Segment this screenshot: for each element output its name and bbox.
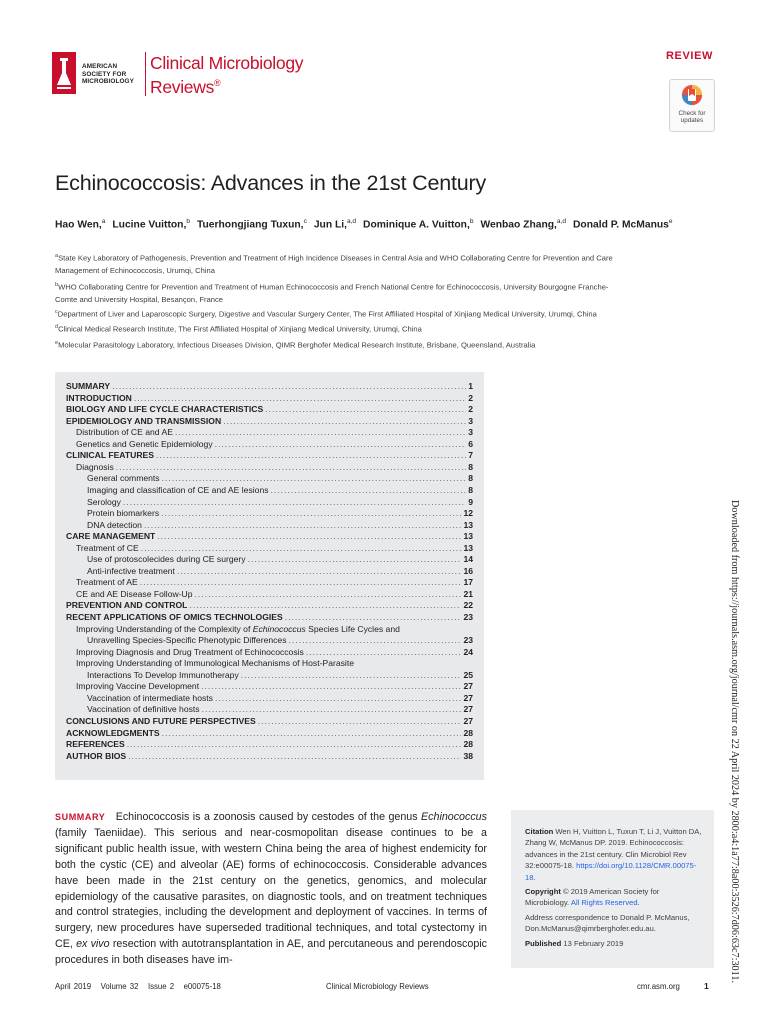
author-affiliation-marker: a,d [347,218,357,225]
toc-entry[interactable]: Imaging and classification of CE and AE lesions ..... 8 [87,485,473,496]
toc-entry[interactable]: Anti-infective treatment ..... 16 [87,566,473,577]
author-name: Jun Li, [313,219,347,231]
toc-entry[interactable]: Improving Diagnosis and Drug Treatment of Echinococcosis ..... 24 [76,647,473,658]
toc-entry[interactable]: BIOLOGY AND LIFE CYCLE CHARACTERISTICS ..... 2 [66,404,473,415]
author-name: Hao Wen, [55,219,102,231]
author-name: Lucine Vuitton, [112,219,187,231]
asm-logo-icon [52,52,76,94]
download-note: Downloaded from https://journals.asm.org/journal/cmr on 22 April 2024 by 2800:a4:1a77:8a00:3526:7d06:63c7:3011. [729,500,740,983]
toc-entry[interactable]: Treatment of AE ..... 17 [76,577,473,588]
toc-entry[interactable]: PREVENTION AND CONTROL ..... 22 [66,600,473,611]
check-for-updates-label: Check for updates [678,110,706,125]
toc-entry[interactable]: Serology ..... 9 [87,497,473,508]
toc-entry[interactable]: Improving Understanding of the Complexity of Echinococcus Species Life Cycles and [76,623,400,634]
correspondence: Address correspondence to Donald P. McManus, Don.McManus@qimrberghofer.edu.au. [525,912,690,934]
toc-entry[interactable]: General comments ..... 8 [87,473,473,484]
footer-journal-name: Clinical Microbiology Reviews [326,982,429,991]
toc-entry[interactable]: Distribution of CE and AE ..... 3 [76,427,473,438]
toc-entry[interactable]: AUTHOR BIOS ..... 38 [66,751,473,762]
toc-entry[interactable]: EPIDEMIOLOGY AND TRANSMISSION ..... 3 [66,416,473,427]
toc-entry[interactable]: Protein biomarkers ..... 12 [87,508,473,519]
author-name: Wenbao Zhang, [480,219,557,231]
toc-entry[interactable]: Use of protoscolecides during CE surgery ..... 14 [87,554,473,565]
toc-entry[interactable]: INTRODUCTION ..... 2 [66,393,473,404]
crossmark-icon [681,84,703,106]
toc-entry[interactable]: Vaccination of definitive hosts ..... 27 [87,704,473,715]
author-list [55,218,673,230]
toc-entry[interactable]: Diagnosis ..... 8 [76,462,473,473]
table-of-contents [55,372,484,780]
footer-site-link[interactable]: cmr.asm.org [637,982,680,991]
toc-entry[interactable]: Unravelling Species-Specific Phenotypic Differences ..... 23 [87,635,473,646]
author-name: Tuerhongjiang Tuxun, [196,219,304,231]
rights-link[interactable]: All Rights Reserved [570,898,638,908]
copyright-entry: Copyright © 2019 American Society for Microbiology. All Rights Reserved. [525,887,660,908]
page-number: 1 [704,981,709,991]
toc-entry[interactable]: CARE MANAGEMENT ..... 13 [66,531,473,542]
affiliation-c: $^c$Department of Liver and Laparoscopic Surgery, Digestive and Vascular Surgery Center, The First Affiliated Hospital of Xinjiang Medical University, Urumqi, China [55,309,597,319]
toc-entry[interactable]: SUMMARY ..... 1 [66,381,473,392]
toc-entry[interactable]: Improving Vaccine Development ..... 27 [76,681,473,692]
author-affiliation-marker: b [469,218,474,225]
author-affiliation-marker: e [668,218,673,225]
citation-info [525,826,705,949]
check-for-updates-button[interactable] [669,79,715,132]
journal-name[interactable]: Clinical Microbiology Reviews® [150,53,304,97]
summary-body: Echinococcosis is a zoonosis caused by cestodes of the genus Echinococcus (family Taeniidae). This serious and near-cosmopolitan disease continues to be a significant public health issue, with western China being the area of highest endemicity for both the cystic (CE) and alveolar (AE) forms of echinococcosis. Considerable advances have been made in the 21st century on the genetics, genomics, and molecular epidemiology of the causative parasites, on diagnostic tools, and on treatment techniques and control strategies, including the development and deployment of vaccines. In terms of surgery, new procedures have superseded traditional techniques, and total cystectomy in CE, ex vivo resection with autotransplantation in AE, and percutaneous and perendoscopic procedures in both diseases have im- [55,811,487,967]
doi-link[interactable]: https://doi.org/10.1128/CMR.00075-18 [525,861,697,882]
toc-entry[interactable]: CLINICAL FEATURES ..... 7 [66,450,473,461]
toc-entry[interactable]: Vaccination of intermediate hosts ..... 27 [87,693,473,704]
toc-entry[interactable]: ACKNOWLEDGMENTS ..... 28 [66,728,473,739]
article-type-label: REVIEW [666,50,713,62]
author-name: Donald P. McManus [572,219,669,231]
affiliation-d: $^d$Clinical Medical Research Institute, The First Affiliated Hospital of Xinjiang Medical University, Urumqi, China [55,324,422,334]
journal-divider [145,52,146,96]
author-affiliation-marker: a [101,218,106,225]
summary-heading: SUMMARY [55,812,106,822]
author-affiliation-marker: c [303,218,307,225]
affiliation-e: $^e$Molecular Parasitology Laboratory, Infectious Diseases Division, QIMR Berghofer Medical Research Institute, Brisbane, Queensland, Australia [55,340,536,350]
author-affiliation-marker: a,d [556,218,566,225]
toc-entry[interactable]: Treatment of CE ..... 13 [76,543,473,554]
footer-issue-info: April 2019 Volume 32 Issue 2 e00075-18 [55,982,221,991]
society-name: AMERICAN SOCIETY FOR MICROBIOLOGY [82,63,134,86]
citation-entry: Citation Wen H, Vuitton L, Tuxun T, Li J, Vuitton DA, Zhang W, McManus DP. 2019. Echinococcosis: advances in the 21st century. Clin Microbiol Rev 32:e00075-18. https://doi.org/10.1128/CMR.00075-18. [525,827,702,882]
toc-entry[interactable]: RECENT APPLICATIONS OF OMICS TECHNOLOGIES ..... 23 [66,612,473,623]
author-name: Dominique A. Vuitton, [363,219,470,231]
toc-entry[interactable]: CONCLUSIONS AND FUTURE PERSPECTIVES ..... 27 [66,716,473,727]
affiliation-b: $^b$WHO Collaborating Centre for Prevention and Treatment of Human Echinococcosis and French National Centre for Echinococcosis, University Bourgogne Franche- Comte and University Hospital, Besançon, France [55,282,609,305]
author-affiliation-marker: b [186,218,190,225]
toc-entry[interactable]: DNA detection ..... 13 [87,520,473,531]
abstract-summary [55,810,487,969]
toc-entry[interactable]: CE and AE Disease Follow-Up ..... 21 [76,589,473,600]
toc-entry[interactable]: REFERENCES ..... 28 [66,739,473,750]
toc-entry[interactable]: Interactions To Develop Immunotherapy ..... 25 [87,670,473,681]
toc-entry[interactable]: Improving Understanding of Immunological Mechanisms of Host-Parasite [76,658,354,669]
toc-entry[interactable]: Genetics and Genetic Epidemiology ..... 6 [76,439,473,450]
affiliation-a: $^a$State Key Laboratory of Pathogenesis, Prevention and Treatment of High Incidence Diseases in Central Asia and WHO Collaborating Centre for Prevention and Care Management of Echinococcosis, Urumqi, China [55,253,613,276]
paper-title: Echinococcosis: Advances in the 21st Century [55,171,486,195]
published-entry: Published 13 February 2019 [525,938,624,948]
